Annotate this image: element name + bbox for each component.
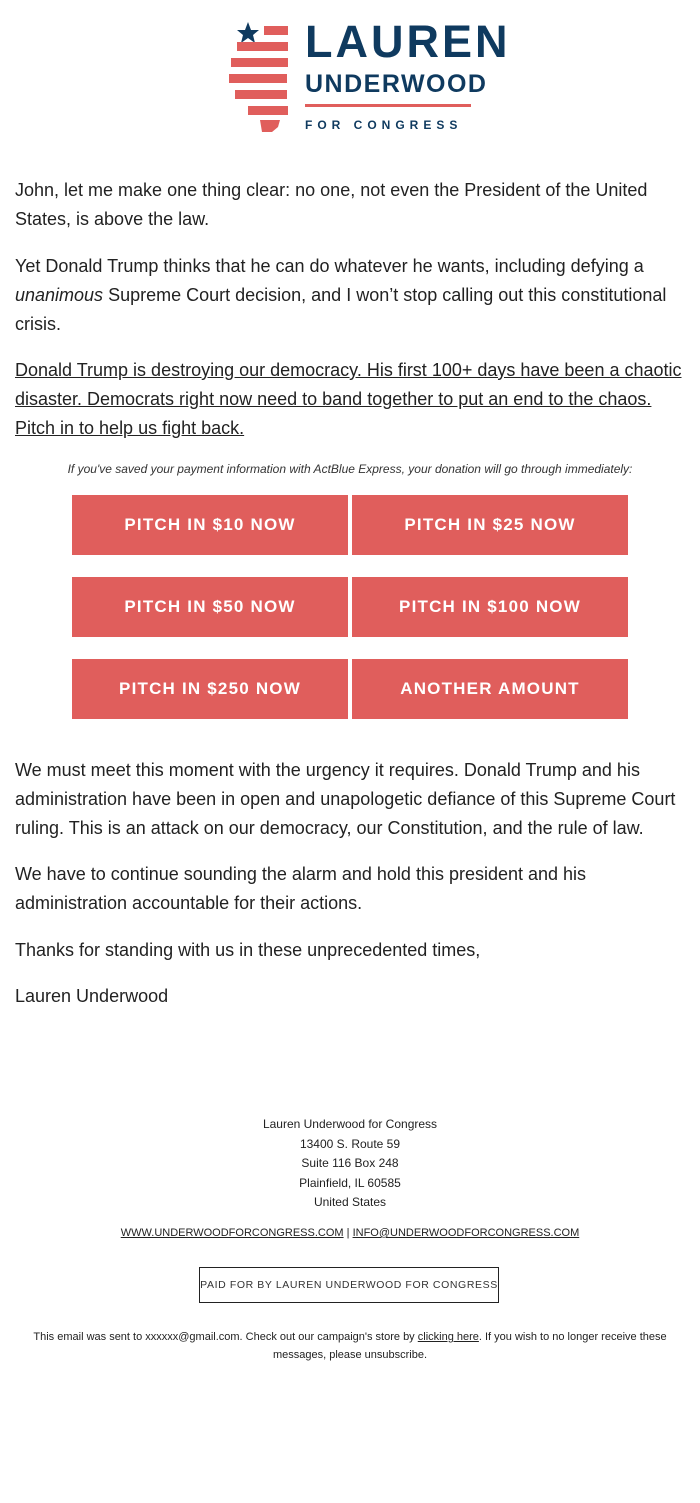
footer-note-text: This email was sent to xxxxxx@gmail.com. Check out our campaign's store by: [33, 1331, 418, 1343]
campaign-logo: [228, 16, 511, 136]
email-link[interactable]: INFO@UNDERWOODFORCONGRESS.COM: [352, 1227, 580, 1239]
pitch-in-250-button[interactable]: PITCH IN $250 NOW: [72, 659, 348, 719]
paragraph-intro: John, let me make one thing clear: no one, not even the President of the United States, is above the law.: [15, 180, 648, 229]
footer-note: [20, 1328, 680, 1364]
footer-org: Lauren Underwood for Congress: [262, 1117, 438, 1131]
footer-street: 13400 S. Route 59: [299, 1136, 401, 1151]
signature: Lauren Underwood: [15, 986, 169, 1006]
footer-link-separator: |: [346, 1227, 350, 1239]
paragraph-thanks: Thanks for standing with us in these unprecedented times,: [15, 940, 481, 960]
store-link[interactable]: clicking here: [417, 1331, 479, 1343]
donate-text-link[interactable]: Donald Trump is destroying our democracy. His first 100+ days have been a chaotic disaster. Democrats right now need to band together to put an end to the chaos. Pitch in to help us fight back.: [15, 360, 682, 438]
paragraph-text: Yet Donald Trump thinks that he can do whatever he wants, including defying a: [15, 256, 644, 276]
pitch-in-100-button[interactable]: PITCH IN $100 NOW: [352, 577, 628, 637]
paragraph-text: Supreme Court decision, and I won’t stop calling out this constitutional crisis.: [15, 285, 667, 334]
logo-divider: [305, 104, 471, 107]
website-link[interactable]: WWW.UNDERWOODFORCONGRESS.COM: [120, 1227, 344, 1239]
emphasis-unanimous: unanimous: [15, 285, 104, 305]
logo-name-first: LAUREN: [305, 16, 511, 67]
footer-note-text: . If you wish to no longer receive these messages, please unsubscribe.: [272, 1331, 667, 1361]
paragraph-accountability: We have to continue sounding the alarm and hold this president and his administration accountable for their actions.: [15, 864, 587, 913]
footer-links: [0, 1227, 700, 1239]
pitch-in-50-button[interactable]: PITCH IN $50 NOW: [72, 577, 348, 637]
paragraph-supreme-court: [15, 252, 687, 339]
footer-city: Plainfield, IL 60585: [299, 1175, 401, 1190]
footer-suite: Suite 116 Box 248: [301, 1156, 399, 1170]
logo-name-last: UNDERWOOD: [305, 70, 488, 98]
actblue-express-note: If you've saved your payment information with ActBlue Express, your donation will go through immediately:: [67, 462, 633, 476]
footer-country: United States: [313, 1195, 387, 1209]
footer-address: [0, 1115, 700, 1213]
logo-tagline: FOR CONGRESS: [305, 118, 463, 132]
illinois-flag-mark-icon: [228, 20, 292, 132]
paragraph-donate-link-wrapper: [15, 356, 687, 443]
paragraph-urgency: We must meet this moment with the urgency it requires. Donald Trump and his administration have been in open and unapologetic defiance of this Supreme Court ruling. This is an attack on our democracy, our Constitution, and the rule of law.: [15, 760, 676, 838]
another-amount-button[interactable]: ANOTHER AMOUNT: [352, 659, 628, 719]
pitch-in-10-button[interactable]: PITCH IN $10 NOW: [72, 495, 348, 555]
pitch-in-25-button[interactable]: PITCH IN $25 NOW: [352, 495, 628, 555]
paid-for-disclaimer: PAID FOR BY LAUREN UNDERWOOD FOR CONGRESS: [199, 1267, 499, 1303]
